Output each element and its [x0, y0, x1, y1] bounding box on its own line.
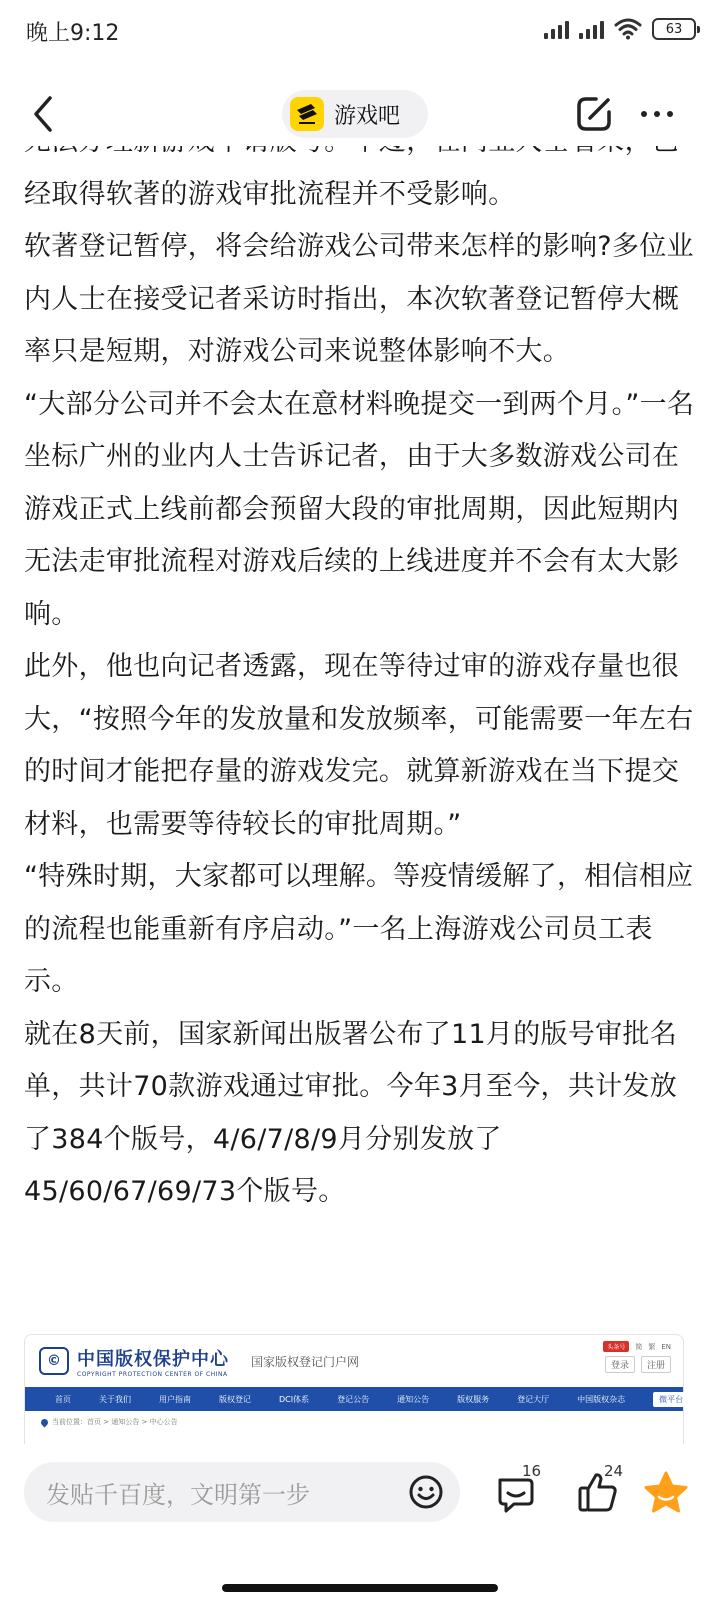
- more-button[interactable]: [632, 94, 682, 134]
- embedded-red-badge: 头条号: [603, 1341, 629, 1352]
- signal-icon: [544, 19, 569, 39]
- embedded-subtitle: COPYRIGHT PROTECTION CENTER OF CHINA: [77, 1370, 228, 1378]
- back-chevron-icon: [26, 92, 66, 136]
- comment-placeholder: 发贴千百度，文明第一步: [46, 1480, 310, 1509]
- embedded-header: [25, 1335, 683, 1387]
- embedded-nav-item: 登记大厅: [517, 1394, 550, 1404]
- embedded-weixin: 微平台: [653, 1392, 689, 1407]
- like-count: 24: [604, 1462, 624, 1480]
- comment-input[interactable]: [24, 1462, 460, 1522]
- back-button[interactable]: [26, 92, 66, 136]
- embedded-nav-item: DCI体系: [279, 1394, 310, 1404]
- emoji-button[interactable]: [408, 1474, 444, 1510]
- embedded-nav-item: 首页: [55, 1394, 71, 1404]
- paragraph: “大部分公司并不会太在意材料晚提交一到两个月。”一名坐标广州的业内人士告诉记者，由于大多数游戏公司在游戏正式上线前都会预留大段的审批周期，因此短期内无法走审批流程对游戏后续的上线进度并不会有太大影响。: [24, 388, 695, 630]
- wifi-icon: [614, 18, 642, 40]
- embedded-nav-item: 中国版权杂志: [577, 1394, 626, 1404]
- reply-icon: [494, 1474, 538, 1514]
- paragraph: 软著登记暂停，将会给游戏公司带来怎样的影响?多位业内人士在接受记者采访时指出，本次软著登记暂停大概率只是短期，对游戏公司来说整体影响不大。: [24, 231, 694, 367]
- embedded-breadcrumb-text: 当前位置：首页 > 通知公告 > 中心公告: [52, 1418, 178, 1426]
- home-indicator[interactable]: [222, 1584, 498, 1592]
- embedded-nav-item: 用户指南: [159, 1394, 191, 1404]
- forum-entry-button[interactable]: [282, 90, 428, 138]
- bottom-action-bar: [0, 1444, 720, 1600]
- embedded-register: 注册: [641, 1356, 671, 1373]
- embedded-nav-item: 版权登记: [219, 1394, 251, 1404]
- embedded-nav-item: 关于我们: [99, 1394, 131, 1404]
- edit-button[interactable]: [574, 94, 614, 134]
- reply-count: 16: [522, 1462, 542, 1480]
- tieba-logo-icon: [290, 97, 324, 131]
- embedded-nav-item: 版权服务: [457, 1394, 490, 1404]
- embedded-nav-item: 通知公告: [397, 1394, 430, 1404]
- reply-button[interactable]: [494, 1474, 538, 1514]
- embedded-lang-simplified: 简: [635, 1342, 643, 1351]
- signal-icon: [579, 19, 604, 39]
- embedded-nav-item: 登记公告: [337, 1394, 370, 1404]
- paragraph: 就在8天前，国家新闻出版署公布了11月的版号审批名单，共计70款游戏通过审批。今年3月至今，共计发放了384个版号，4/6/7/8/9月分别发放了45/60/67/69/73个版号。: [24, 1018, 678, 1207]
- paragraph: 此外，他也向记者透露，现在等待过审的游戏存量也很大，“按照今年的发放量和发放频率，可能需要一年左右的时间才能把存量的游戏发完。就算新游戏在当下提交材料，也需要等待较长的审批周期。”: [24, 651, 694, 840]
- cpcc-logo-icon: ©: [39, 1347, 69, 1375]
- embedded-login: 登录: [605, 1356, 635, 1373]
- status-bar: [0, 0, 720, 60]
- embedded-lang-en: EN: [661, 1342, 671, 1351]
- embedded-title: 中国版权保护中心: [77, 1348, 229, 1370]
- embedded-lang-traditional: 繁: [648, 1342, 656, 1351]
- battery-icon: [652, 18, 696, 40]
- top-nav: [0, 82, 720, 146]
- paragraph: “特殊时期，大家都可以理解。等疫情缓解了，相信相应的流程也能重新有序启动。”一名上海游戏公司员工表示。: [24, 861, 694, 997]
- status-time: 晚上9:12: [26, 21, 120, 46]
- embedded-breadcrumb: [25, 1411, 683, 1433]
- embedded-top-right: [603, 1341, 671, 1373]
- embedded-portal-name: 国家版权登记门户网: [251, 1354, 360, 1369]
- battery-level: 63: [665, 21, 683, 37]
- emoji-icon: [408, 1474, 444, 1510]
- location-pin-icon: [40, 1417, 50, 1427]
- edit-icon: [574, 94, 614, 134]
- status-icons: [544, 18, 696, 40]
- post-content: [0, 146, 720, 1444]
- embedded-nav-bar: [25, 1387, 683, 1411]
- paragraph: 经取得软著的游戏审批流程并不受影响。: [24, 178, 516, 210]
- star-icon: [642, 1470, 690, 1516]
- more-icon: [641, 111, 647, 117]
- forum-name: 游戏吧: [334, 103, 401, 129]
- post-text: [24, 116, 696, 1219]
- favorite-button[interactable]: [642, 1470, 690, 1516]
